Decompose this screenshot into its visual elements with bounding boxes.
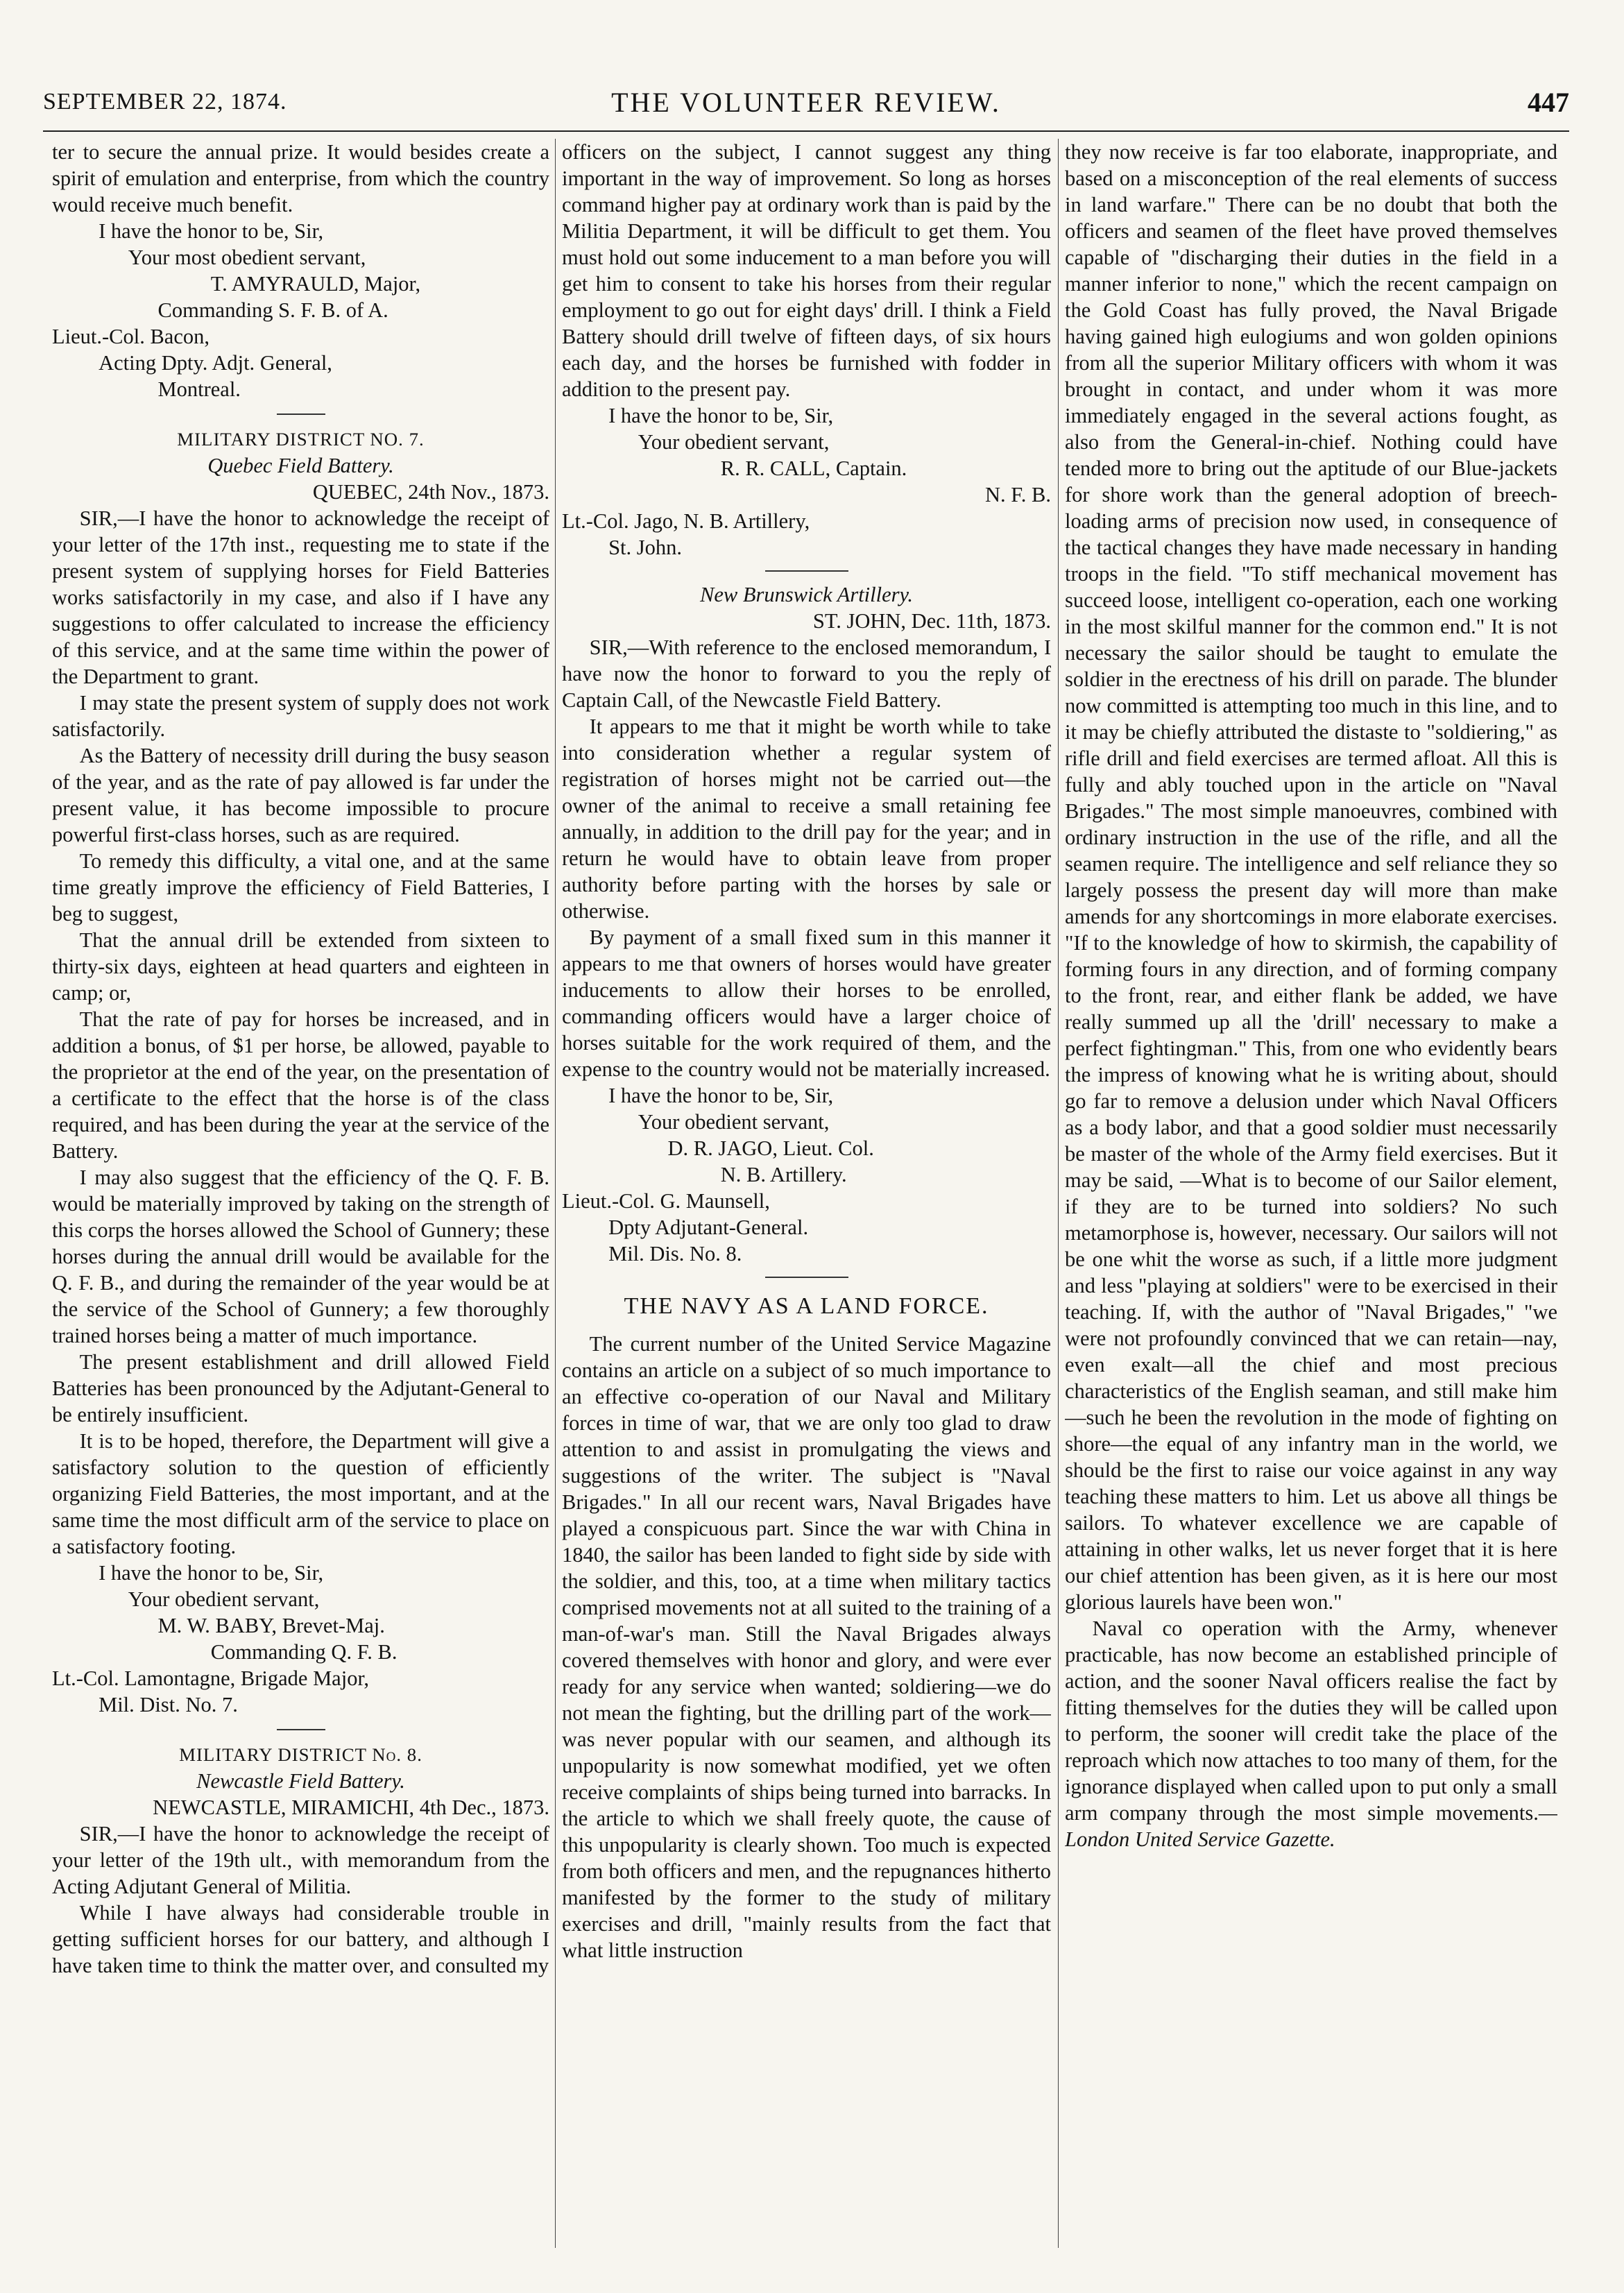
- addressee: Mil. Dis. No. 8.: [608, 1242, 742, 1265]
- paragraph: they now receive is far too elaborate, inappropriate, and based on a misconception of the real elements of success in land warfare." There can be no doubt that both the officers and seamen of the fleet have proved themselves capable of "discharging their duties in the field in a manner inferior to none," which the recent campaign on the Gold Coast has fully proved, the Naval Brigade having gained high eulogiums and won golden opinions from all the superior Military officers with whom it was brought in contact, and under whom it was more immediately engaged in the several actions fought, as also from the General-in-chief. Nothing could have tended more to bring out the aptitude of our Blue-jackets for shore work than the general adoption of breech-loading arms of precision now used, in consequence of the tactical changes they have made necessary in handing troops in the field. "To stiff mechanical movement has succeed loose, intelligent co-operation, each one working in the most skilful manner for the common end." It is not necessary the sailor should be taught to emulate the soldier in the erectness of his drill on parade. The blunder now committed is attempting too much in this line, and to it may be chiefly attributed the distaste to "soldiering," as rifle drill and field exercises are termed afloat. All this is fully and ably touched upon in the article on "Naval Brigades." The most simple manoeuvres, combined with ordinary instruction in the use of the rifle, and all the seamen require. The intelligence and self reliance they so largely possess the present day will more than make amends for any shortcomings in more elaborate exercises. "If to the knowledge of how to skirmish, the capability of forming fours in any direction, and of forming company to the front, rear, and either flank be added, we have really summed up all the 'drill' necessary to make a perfect fightingman." This, from one who evidently bears the impress of knowing what he is writing about, should go far to remove a delusion under which Naval Officers as a body labor, and that a good soldier must necessarily be master of the whole of the Army field exercises. But it may be said, —What is to become of our Sailor element, if they are to be turned into soldiers? No such metamorphose is, however, necessary. Our sailors will not be one whit the worse as such, if a little more judgment and less "playing at soldiers" were to be exercised in their teaching. If, with the author of "Naval Brigades," "we were not profoundly convinced that we can retain—nay, even exalt—all the chief and most precious characteristics of the English seaman, and still make him—such he been the revolution in the mode of fighting on shore—the equal of any infantry man in the world, we should be the first to raise our voice against in any way teaching these matters to him. Let us above all things be sailors. To whatever excellence we are capable of attaining in other walks, let us never forget that it is here our chief attention has been given, as it is here our most glorious laurels have been won.": [1065, 140, 1557, 1614]
- addressee: Lt.-Col. Jago, N. B. Artillery,: [562, 509, 810, 533]
- section-heading: MILITARY DISTRICT No. 8.: [179, 1744, 422, 1765]
- separator-rule: [765, 1277, 848, 1278]
- dateline: NEWCASTLE, MIRAMICHI, 4th Dec., 1873.: [153, 1796, 549, 1819]
- paragraph: The current number of the United Service Magazine contains an article on a subject of so much importance to an effective co-operation of our Naval and Military forces in time of war, that we are only too glad to draw attention to and assist in promulgating the views and suggestions of the writer. The subject is "Naval Brigades." In all our recent wars, Naval Brigades have played a conspicuous part. Since the war with China in 1840, the sailor has been landed to fight side by side with the soldier, and this, too, at a time when military tactics comprised movements not at all suited to the training of a man-of-war's man. Still the Naval Brigades always covered themselves with honor and glory, and were ever ready for any service when wanted; soldiering—we do not mean the fighting, but the drilling part of the work—was never popular with our seamen, and although its unpopularity is now somewhat modified, yet we often receive complaints of ships being turned into barracks. In the article to which we shall freely quote, the cause of this unpopularity is clearly shown. Too much is expected from both officers and men, and the repugnances hitherto manifested by the former to the study of military exercises and drill, "mainly results from the fact that what little instruction: [562, 1332, 1051, 1962]
- paragraph: ter to secure the annual prize. It would besides create a spirit of emulation and enterprise, from which the country would receive much benefit.: [52, 140, 549, 216]
- page-header: [43, 82, 1569, 123]
- section-subheading: Newcastle Field Battery.: [196, 1769, 405, 1793]
- separator-rule: [277, 1729, 325, 1730]
- column-right: [1065, 139, 1557, 2248]
- header-rule: [43, 130, 1569, 132]
- signature-name: M. W. BABY, Brevet-Maj.: [157, 1614, 385, 1637]
- signature-title: Commanding S. F. B. of A.: [157, 298, 388, 322]
- addressee: Lieut.-Col. Bacon,: [52, 325, 210, 348]
- closing-line: Your obedient servant,: [638, 1110, 830, 1134]
- paragraph: It is to be hoped, therefore, the Department will give a satisfactory solution to the question of efficiently organizing Field Batteries, the most important, and at the same time the most difficult arm of the service to place on a satisfactory footing.: [52, 1429, 549, 1558]
- closing-line: I have the honor to be, Sir,: [608, 404, 834, 427]
- signature-name: D. R. JAGO, Lieut. Col.: [667, 1136, 874, 1160]
- column-divider: [1058, 139, 1059, 2248]
- paragraph: While I have always had considerable trouble in getting sufficient horses for our battery, and although I have taken time to think the matter over, and consulted my: [52, 1901, 549, 1977]
- signature-title: N. B. Artillery.: [720, 1163, 847, 1186]
- section-subheading: Quebec Field Battery.: [207, 454, 394, 477]
- section-heading: MILITARY DISTRICT NO. 7.: [177, 429, 425, 450]
- paragraph: To remedy this difficulty, a vital one, and at the same time greatly improve the efficiency of Field Batteries, I beg to suggest,: [52, 849, 549, 926]
- paragraph: That the rate of pay for horses be increased, and in addition a bonus, of $1 per horse, be allowed, payable to the proprietor at the end of the year, on the presentation of a certificate to the effect that the horse is of the class required, and has been during the year at the service of the Battery.: [52, 1007, 549, 1163]
- signature-name: T. AMYRAULD, Major,: [210, 272, 421, 296]
- addressee: St. John.: [608, 536, 683, 559]
- addressee: Dpty Adjutant-General.: [608, 1216, 809, 1239]
- separator-rule: [277, 414, 325, 415]
- addressee: Lieut.-Col. G. Maunsell,: [562, 1189, 770, 1213]
- closing-line: I have the honor to be, Sir,: [99, 1561, 324, 1585]
- closing-line: Your most obedient servant,: [128, 246, 366, 269]
- paragraph: It appears to me that it might be worth while to take into consideration whether a regular system of registration of horses might not be carried out—the owner of the animal to receive a small retaining fee annually, in addition to the drill pay for the year; and in return he would have to obtain leave from proper authority before parting with the horses by sale or otherwise.: [562, 715, 1051, 923]
- closing-line: Your obedient servant,: [638, 430, 830, 454]
- page-number: 447: [1528, 87, 1569, 118]
- paragraph-text: Naval co operation with the Army, whenever practicable, has now become an established principle of action, and the sooner Naval officers realise the fact by fitting themselves for the duties they will be called upon to perform, the sooner will credit take the place of the reproach which now attaches to too many of them, for the ignorance displayed when called upon to put only a small arm company through the most simple movements.: [1065, 1617, 1557, 1825]
- signature-name: R. R. CALL, Captain.: [720, 457, 907, 480]
- addressee: Lt.-Col. Lamontagne, Brigade Major,: [52, 1667, 370, 1690]
- column-divider: [555, 139, 556, 2248]
- paragraph: That the annual drill be extended from sixteen to thirty-six days, eighteen at head quarters and eighteen in camp; or,: [52, 928, 549, 1005]
- paragraph: I may also suggest that the efficiency of the Q. F. B. would be materially improved by taking on the strength of this corps the horses allowed the School of Gunnery; these horses during the annual drill would be available for the Q. F. B., and during the remainder of the year would be at the service of the School of Gunnery; a few thoroughly trained horses being a matter of much importance.: [52, 1166, 549, 1347]
- article-heading: THE NAVY AS A LAND FORCE.: [624, 1293, 989, 1319]
- addressee: Montreal.: [157, 377, 241, 401]
- section-subheading: New Brunswick Artillery.: [700, 583, 913, 606]
- dateline: QUEBEC, 24th Nov., 1873.: [312, 480, 549, 504]
- paragraph: As the Battery of necessity drill during the busy season of the year, and as the rate of pay allowed is far under the present value, it has become impossible to procure powerful first-class horses, such as are required.: [52, 744, 549, 846]
- column-middle: [562, 139, 1051, 2248]
- paragraph: SIR,—With reference to the enclosed memorandum, I have now the honor to forward to you the reply of Captain Call, of the Newcastle Field Battery.: [562, 636, 1051, 712]
- issue-date: SEPTEMBER 22, 1874.: [43, 89, 287, 114]
- source-credit: —London United Service Gazette.: [1065, 1801, 1557, 1851]
- paragraph: The present establishment and drill allowed Field Batteries has been pronounced by the Adjutant-General to be entirely insufficient.: [52, 1350, 549, 1426]
- newspaper-title: THE VOLUNTEER REVIEW.: [611, 87, 1001, 118]
- paragraph: SIR,—I have the honor to acknowledge the receipt of your letter of the 19th ult., with memorandum from the Acting Adjutant General of Militia.: [52, 1822, 549, 1898]
- separator-rule: [765, 570, 848, 572]
- closing-line: I have the honor to be, Sir,: [608, 1084, 834, 1107]
- paragraph: By payment of a small fixed sum in this manner it appears to me that owners of horses would have greater inducements to allow their horses to be enrolled, commanding officers would have a larger choice of horses suitable for the work required of them, and the expense to the country would not be materially increased.: [562, 926, 1051, 1081]
- closing-line: Your obedient servant,: [128, 1587, 320, 1611]
- closing-line: I have the honor to be, Sir,: [99, 219, 324, 243]
- paragraph: [1065, 1615, 1557, 1852]
- addressee: Mil. Dist. No. 7.: [99, 1693, 238, 1716]
- dateline: ST. JOHN, Dec. 11th, 1873.: [812, 609, 1051, 633]
- paragraph: officers on the subject, I cannot suggest any thing important in the way of improvement. So long as horses command higher pay at ordinary work than is paid by the Militia Department, it will be difficult to get them. You must hold out some inducement to a man before you will get him to consent to take his horses from their regular employment to go out for eight days' drill. I think a Field Battery should drill twelve of fifteen days, of six hours each day, and the horses be furnished with fodder in addition to the present pay.: [562, 140, 1051, 401]
- signature-title: N. F. B.: [984, 483, 1051, 506]
- column-left: [52, 139, 549, 2248]
- paragraph: I may state the present system of supply does not work satisfactorily.: [52, 691, 549, 741]
- addressee: Acting Dpty. Adjt. General,: [99, 351, 332, 375]
- signature-title: Commanding Q. F. B.: [210, 1640, 398, 1664]
- paragraph: SIR,—I have the honor to acknowledge the receipt of your letter of the 17th inst., requesting me to state if the present system of supplying horses for Field Batteries works satisfactorily in my case, and also if I have any suggestions to offer calculated to increase the efficiency of this service, and at the same time within the power of the Department to grant.: [52, 506, 549, 688]
